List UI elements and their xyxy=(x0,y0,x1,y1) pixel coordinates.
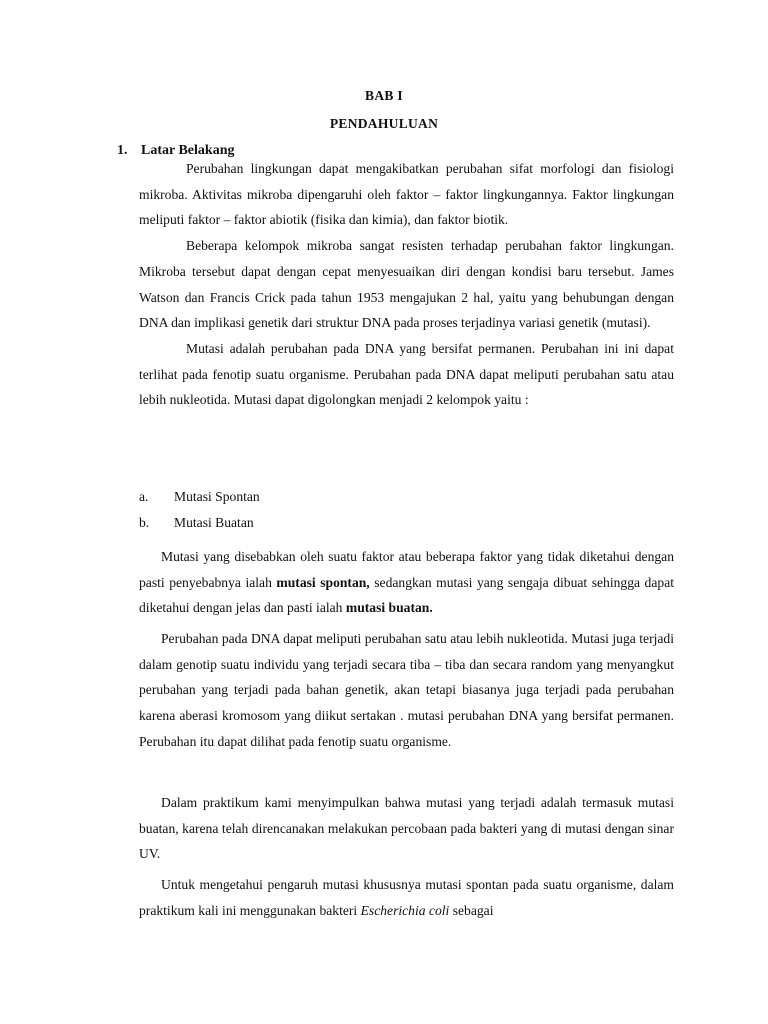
text-run: Untuk mengetahui pengaruh mutasi khususnya mutasi spontan pada suatu organisme, dalam praktikum kali ini menggunakan bakteri xyxy=(139,877,674,918)
paragraph-lingkungan: Perubahan lingkungan dapat mengakibatkan perubahan sifat morfologi dan fisiologi mikroba. Aktivitas mikroba dipengaruhi oleh faktor – faktor lingkungannya. Faktor lingkungan meliputi faktor – faktor abiotik (fisika dan kimia), dan faktor biotik. xyxy=(139,161,674,228)
paragraph-resisten: Beberapa kelompok mikroba sangat resisten terhadap perubahan faktor lingkungan. Mikroba tersebut dapat dengan cepat menyesuaikan diri dengan kondisi baru tersebut. James Watson dan Francis Crick pada tahun 1953 mengajukan 2 hal, yaitu yang behubungan dengan DNA dan implikasi genetik dari struktur DNA pada proses terjadinya variasi genetik (mutasi). xyxy=(139,238,674,331)
intro-paragraphs xyxy=(139,156,674,413)
chapter-title: PENDAHULUAN xyxy=(329,116,439,131)
paragraph-mutasi-definisi: Mutasi adalah perubahan pada DNA yang bersifat permanen. Perubahan ini ini dapat terlihat pada fenotip suatu organisme. Perubahan pada DNA dapat meliputi perubahan satu atau lebih nukleotida. Mutasi dapat digolongkan menjadi 2 kelompok yaitu : xyxy=(139,340,674,408)
list-marker: b. xyxy=(139,514,150,530)
list-item-text: Mutasi Buatan xyxy=(174,514,254,530)
paragraph-praktikum: Dalam praktikum kami menyimpulkan bahwa mutasi yang terjadi adalah termasuk mutasi buatan, karena telah direncanakan melakukan percobaan pada bakteri yang di mutasi dengan sinar UV. xyxy=(139,795,674,862)
text-run: Mutasi yang disebabkan oleh suatu faktor atau beberapa faktor yang tidak diketahui dengan pasti penyebabnya ialah xyxy=(139,549,674,590)
paragraph-ecoli xyxy=(139,872,674,923)
list-item xyxy=(139,510,674,536)
paragraph-mutasi-spontan-buatan xyxy=(139,544,674,621)
list-item-text: Mutasi Spontan xyxy=(174,489,260,504)
list-marker: a. xyxy=(139,489,149,504)
paragraph-perubahan-dna: Perubahan pada DNA dapat meliputi perubahan satu atau lebih nukleotida. Mutasi juga terjadi dalam genotip suatu individu yang terjadi secara tiba – tiba dan secara random yang menyangkut perubahan yang terjadi pada bahan genetik, akan tetapi biasanya juga terjadi pada perubahan karena aberasi kromosom yang diikut sertakan . mutasi perubahan DNA yang bersifat permanen. Perubahan itu dapat dilihat pada fenotip suatu organisme. xyxy=(139,631,674,749)
section-number: 1. xyxy=(117,143,128,158)
text-run: sedangkan mutasi yang sengaja dibuat sehingga dapat diketahui dengan jelas dan pasti ialah xyxy=(139,574,674,616)
list-item xyxy=(139,484,674,510)
bold-term: mutasi buatan. xyxy=(345,600,433,616)
bold-term: mutasi spontan, xyxy=(276,574,370,590)
species-name: Escherichia coli xyxy=(360,902,450,918)
text-run: sebagai xyxy=(449,902,494,918)
mutation-type-list xyxy=(139,484,674,535)
section-title: Latar Belakang xyxy=(141,143,235,158)
chapter-number: BAB I xyxy=(365,88,403,103)
